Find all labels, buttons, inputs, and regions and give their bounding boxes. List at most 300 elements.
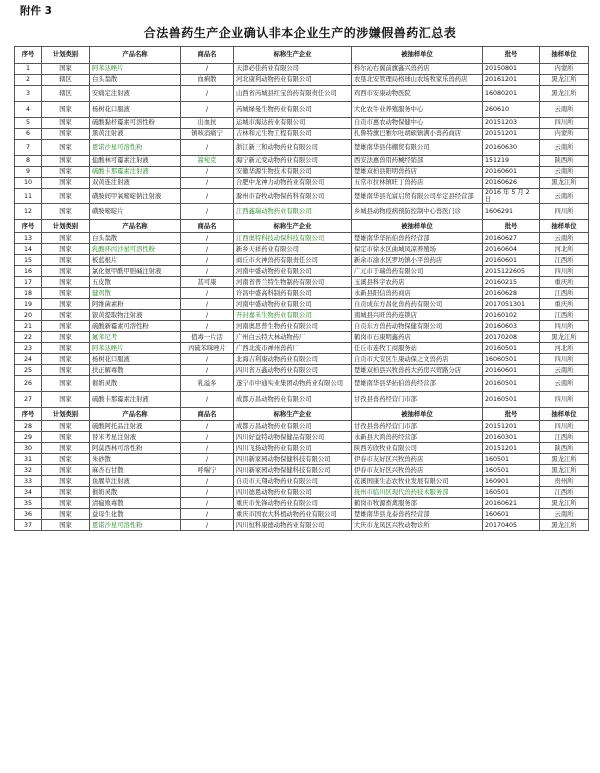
- drug-summary-table: [14, 46, 589, 531]
- table-cell: 板蓝根片: [90, 255, 181, 266]
- table-cell: 20160621: [483, 498, 540, 509]
- table-cell: 四川所: [540, 118, 589, 129]
- table-row: [15, 178, 589, 189]
- table-cell: 重庆市国农大科植动物药业有限公司: [234, 509, 352, 520]
- document-title: 合法兽药生产企业确认非本企业生产的涉嫌假兽药汇总表: [143, 26, 457, 40]
- table-cell: /: [181, 520, 234, 531]
- table-cell: 国家: [42, 277, 90, 288]
- table-cell: 18: [15, 288, 42, 299]
- table-cell: 160501: [483, 465, 540, 476]
- table-cell: 20160501: [483, 343, 540, 354]
- table-cell: 自贡市大安区生康动保之文兽药店: [352, 354, 483, 365]
- table-cell: 20160102: [483, 310, 540, 321]
- table-cell: 催奶灵散: [90, 376, 181, 392]
- table-cell: 10: [15, 178, 42, 189]
- table-row: [15, 365, 589, 376]
- table-cell: 丙硫苯咪唑片: [181, 343, 234, 354]
- table-cell: 20160601: [483, 365, 540, 376]
- table-cell: 江西鑫瑞动物药业有限公司: [234, 204, 352, 220]
- table-row: [15, 332, 589, 343]
- table-row: [15, 509, 589, 520]
- table-cell: 乳溢多: [181, 376, 234, 392]
- header-cell: 抽样单位: [540, 220, 589, 233]
- table-cell: 四川省万鑫动物药业有限公司: [234, 365, 352, 376]
- header-row-3: [15, 408, 589, 421]
- table-cell: 伊春市友好区兴牧兽药店: [352, 454, 483, 465]
- table-cell: 34: [15, 487, 42, 498]
- table-cell: 16060501: [483, 354, 540, 365]
- table-cell: 20161201: [483, 75, 540, 86]
- table-cell: 国家: [42, 354, 90, 365]
- table-cell: 楚雄双柏县阳明兽药店: [352, 167, 483, 178]
- table-cell: 内蒙所: [540, 64, 589, 75]
- header-cell: 计划类别: [42, 47, 90, 64]
- table-cell: 云南所: [540, 140, 589, 156]
- table-cell: /: [181, 189, 234, 204]
- table-cell: 30: [15, 443, 42, 454]
- table-cell: 四川所: [540, 392, 589, 408]
- table-cell: 磺胺嘧啶片: [90, 204, 181, 220]
- table-cell: 160901: [483, 476, 540, 487]
- header-cell: 抽样单位: [540, 408, 589, 421]
- table-cell: 7: [15, 140, 42, 156]
- table-cell: 硫酸阿托品注射液: [90, 421, 181, 432]
- table-cell: 朱砂散: [90, 454, 181, 465]
- table-cell: 河南中盛动物药业有限公司: [234, 299, 352, 310]
- attachment-label: 附件 3: [20, 5, 52, 17]
- table-row: [15, 167, 589, 178]
- table-row: [15, 288, 589, 299]
- table-cell: 云南所: [540, 189, 589, 204]
- table-cell: 江西所: [540, 432, 589, 443]
- table-row: [15, 421, 589, 432]
- table-cell: 国家: [42, 509, 90, 520]
- table-cell: 安痛定注射液: [90, 86, 181, 102]
- table-cell: 河南奥思普生物药业有限公司: [234, 321, 352, 332]
- table-cell: 29: [15, 432, 42, 443]
- table-cell: 催奶灵散: [90, 487, 181, 498]
- table-cell: 硫酸卡那霉素注射液: [90, 392, 181, 408]
- table-cell: 陕西所: [540, 443, 589, 454]
- table-cell: 国家: [42, 288, 90, 299]
- table-cell: /: [181, 487, 234, 498]
- table-cell: 四川所: [540, 204, 589, 220]
- header-cell: 商品名: [181, 408, 234, 421]
- table-cell: 楚雄南华县伟棚贸有限公司: [352, 140, 483, 156]
- table-cell: 河南中盛动物药业有限公司: [234, 266, 352, 277]
- table-cell: 15: [15, 255, 42, 266]
- table-cell: 盐酸林可霉素注射液: [90, 156, 181, 167]
- table-cell: 甘孜县兽药经营门市部: [352, 392, 483, 408]
- table-cell: 37: [15, 520, 42, 531]
- table-cell: 农垦北安管理局格球山农场牧家乐兽药店: [352, 75, 483, 86]
- table-cell: 陕西芳欣牧业有限公司: [352, 443, 483, 454]
- table-cell: 广元市于瑞兽药有限公司: [352, 266, 483, 277]
- table-row: [15, 343, 589, 354]
- table-cell: 20160626: [483, 178, 540, 189]
- table-cell: 23: [15, 343, 42, 354]
- table-cell: 33: [15, 476, 42, 487]
- table-cell: 13: [15, 233, 42, 244]
- table-cell: 云南所: [540, 102, 589, 118]
- table-cell: 任丘市连牧工商服务站: [352, 343, 483, 354]
- table-cell: 国家: [42, 299, 90, 310]
- header-cell: 商品名: [181, 220, 234, 233]
- table-cell: 20160301: [483, 432, 540, 443]
- table-cell: 吉林和元生物工程有限公司: [234, 129, 352, 140]
- table-cell: /: [181, 310, 234, 321]
- table-cell: 玉溪县科宇农药店: [352, 277, 483, 288]
- table-cell: 黑龙江所: [540, 75, 589, 86]
- table-cell: /: [181, 244, 234, 255]
- table-cell: /: [181, 288, 234, 299]
- table-cell: 20160603: [483, 321, 540, 332]
- table-cell: 国家: [42, 178, 90, 189]
- header-cell: 批号: [483, 408, 540, 421]
- table-cell: 合肥中龙神力动物药业有限公司: [234, 178, 352, 189]
- table-row: [15, 454, 589, 465]
- table-cell: 20160601: [483, 255, 540, 266]
- header-cell: 标称生产企业: [234, 408, 352, 421]
- table-cell: 四川所: [540, 321, 589, 332]
- table-cell: 自贡市天翔动物药业有限公司: [234, 476, 352, 487]
- table-cell: 阿苯达唑片: [90, 64, 181, 75]
- table-cell: 运城市海达药业有限公司: [234, 118, 352, 129]
- table-cell: 6: [15, 129, 42, 140]
- table-cell: 黑龙江所: [540, 86, 589, 102]
- header-cell: 被抽样单位: [352, 220, 483, 233]
- table-cell: 黑龙江所: [540, 520, 589, 531]
- table-cell: 硫酸新霉素可溶性粉: [90, 321, 181, 332]
- table-row: [15, 321, 589, 332]
- header-cell: 标称生产企业: [234, 220, 352, 233]
- table-body: [15, 64, 589, 531]
- table-cell: 国家: [42, 392, 90, 408]
- table-cell: 江西所: [540, 255, 589, 266]
- table-cell: /: [181, 255, 234, 266]
- table-cell: 25: [15, 365, 42, 376]
- table-cell: 云南所: [540, 233, 589, 244]
- table-cell: /: [181, 476, 234, 487]
- table-cell: 国家: [42, 343, 90, 354]
- table-row: [15, 266, 589, 277]
- table-cell: 永新县大鸿兽药经营部: [352, 432, 483, 443]
- table-cell: 西安法惠兽用药械经销部: [352, 156, 483, 167]
- table-cell: 重庆市先锋动物药业有限公司: [234, 498, 352, 509]
- table-cell: 四川所: [540, 354, 589, 365]
- table-cell: 27: [15, 392, 42, 408]
- table-cell: 20160501: [483, 392, 540, 408]
- table-cell: 黑黄注射液: [90, 129, 181, 140]
- header-row-1: [15, 47, 589, 64]
- table-cell: 14: [15, 244, 42, 255]
- table-cell: 26: [15, 376, 42, 392]
- table-cell: 新余市渝水区罗坊镇小平兽药店: [352, 255, 483, 266]
- table-cell: 20150801: [483, 64, 540, 75]
- table-cell: 36: [15, 509, 42, 520]
- table-cell: 楚雄南华县华拓伯兽药经营部: [352, 376, 483, 392]
- table-cell: /: [181, 432, 234, 443]
- table-cell: 国家: [42, 520, 90, 531]
- table-row: [15, 244, 589, 255]
- table-cell: 阿莫西林可溶性粉: [90, 443, 181, 454]
- table-cell: 辖区: [42, 86, 90, 102]
- header-cell: 产品名称: [90, 408, 181, 421]
- table-cell: /: [181, 421, 234, 432]
- table-cell: 扎鲁特旗巴雅尔吐胡硕镇满小兽药商店: [352, 129, 483, 140]
- table-cell: 自贡市惠农动物保健中心: [352, 118, 483, 129]
- table-cell: 鹤岗市牧源畜禽服务部: [352, 498, 483, 509]
- table-cell: /: [181, 454, 234, 465]
- table-cell: 国家: [42, 454, 90, 465]
- table-cell: 五常市拉林镇旺丁兽药店: [352, 178, 483, 189]
- table-cell: /: [181, 204, 234, 220]
- table-cell: 国家: [42, 476, 90, 487]
- table-cell: 鹤岗市石康明鑫药店: [352, 332, 483, 343]
- table-cell: 内蒙所: [540, 129, 589, 140]
- table-row: [15, 156, 589, 167]
- table-cell: 氟苯尼考: [90, 332, 181, 343]
- table-cell: 国家: [42, 102, 90, 118]
- table-cell: /: [181, 140, 234, 156]
- table-cell: /: [181, 498, 234, 509]
- table-cell: 151219: [483, 156, 540, 167]
- table-cell: 160501: [483, 487, 540, 498]
- table-cell: 扶正解毒散: [90, 365, 181, 376]
- table-cell: 20160601: [483, 167, 540, 178]
- table-cell: 160601: [483, 509, 540, 520]
- table-cell: 20151201: [483, 129, 540, 140]
- table-cell: 贵州所: [540, 476, 589, 487]
- table-cell: 阿维菌素粉: [90, 299, 181, 310]
- table-cell: /: [181, 86, 234, 102]
- table-cell: 南城县兴旺兽药连锁店: [352, 310, 483, 321]
- table-cell: 自贡成东方昌化兽药药有限公司: [352, 299, 483, 310]
- table-cell: 12: [15, 204, 42, 220]
- table-cell: 滁州市奋牧动物保药科有限公司: [234, 189, 352, 204]
- table-row: [15, 432, 589, 443]
- table-row: [15, 140, 589, 156]
- table-cell: 阿苯达唑片: [90, 343, 181, 354]
- table-cell: 17: [15, 277, 42, 288]
- table-row: [15, 118, 589, 129]
- table-cell: 国家: [42, 376, 90, 392]
- table-cell: 五皮散: [90, 277, 181, 288]
- table-cell: 20160630: [483, 140, 540, 156]
- table-row: [15, 476, 589, 487]
- table-cell: 江西奥特科技动保科技有限公司: [234, 233, 352, 244]
- table-cell: 科尔沁右翼前旗鑫兴兽药店: [352, 64, 483, 75]
- table-cell: 白头翁散: [90, 75, 181, 86]
- table-cell: 鱼腥草注射液: [90, 476, 181, 487]
- table-cell: 20170405: [483, 520, 540, 531]
- table-cell: 国家: [42, 310, 90, 321]
- table-row: [15, 310, 589, 321]
- table-cell: 甚可康: [181, 277, 234, 288]
- table-cell: 国家: [42, 64, 90, 75]
- table-cell: 国家: [42, 233, 90, 244]
- table-cell: 辖区: [42, 75, 90, 86]
- table-cell: 20151201: [483, 421, 540, 432]
- table-cell: 重庆所: [540, 277, 589, 288]
- table-cell: 国家: [42, 156, 90, 167]
- header-cell: 序号: [15, 408, 42, 421]
- table-cell: 4: [15, 102, 42, 118]
- table-cell: 替米考星注射液: [90, 432, 181, 443]
- table-cell: /: [181, 354, 234, 365]
- table-cell: /: [181, 443, 234, 454]
- table-cell: 国家: [42, 118, 90, 129]
- table-cell: 血痢散: [181, 75, 234, 86]
- table-cell: 江西所: [540, 310, 589, 321]
- table-cell: /: [181, 233, 234, 244]
- table-cell: 乳酸环丙沙星可溶性粉: [90, 244, 181, 255]
- table-cell: 国家: [42, 189, 90, 204]
- table-cell: 20160627: [483, 233, 540, 244]
- table-cell: 黑龙江所: [540, 465, 589, 476]
- table-cell: 黑龙江所: [540, 178, 589, 189]
- table-row: [15, 189, 589, 204]
- table-cell: 20160215: [483, 277, 540, 288]
- header-cell: 被抽样单位: [352, 47, 483, 64]
- table-cell: 20160604: [483, 244, 540, 255]
- table-cell: 国家: [42, 321, 90, 332]
- table-cell: 出血抗: [181, 118, 234, 129]
- table-cell: 硫酸卡那霉素注射液: [90, 167, 181, 178]
- header-cell: 序号: [15, 47, 42, 64]
- header-cell: 产品名称: [90, 220, 181, 233]
- table-cell: 伊春市友好区兴牧兽药店: [352, 465, 483, 476]
- table-cell: 国家: [42, 255, 90, 266]
- table-cell: 磺胺间甲氧嘧啶钠注射液: [90, 189, 181, 204]
- table-cell: 云南所: [540, 167, 589, 178]
- table-cell: 8: [15, 156, 42, 167]
- table-cell: /: [181, 365, 234, 376]
- table-cell: 1606291: [483, 204, 540, 220]
- table-cell: 氯化氨甲酰甲胆碱注射液: [90, 266, 181, 277]
- table-cell: /: [181, 321, 234, 332]
- table-cell: 国家: [42, 244, 90, 255]
- table-cell: 云南所: [540, 509, 589, 520]
- table-cell: 银黄提取物注射液: [90, 310, 181, 321]
- table-cell: 19: [15, 299, 42, 310]
- table-row: [15, 102, 589, 118]
- table-cell: 花溪国康生态农牧业发展有限公司: [352, 476, 483, 487]
- table-cell: 黑龙江所: [540, 498, 589, 509]
- table-row: [15, 443, 589, 454]
- table-cell: 北海吉利康动物药业有限公司: [234, 354, 352, 365]
- header-cell: 序号: [15, 220, 42, 233]
- table-cell: 重庆所: [540, 299, 589, 310]
- table-row: [15, 520, 589, 531]
- table-cell: 国家: [42, 487, 90, 498]
- header-cell: 批号: [483, 220, 540, 233]
- table-row: [15, 75, 589, 86]
- table-cell: 四川好益特动物保健品有限公司: [234, 432, 352, 443]
- table-row: [15, 465, 589, 476]
- table-cell: 河北康利动物药业有限公司: [234, 75, 352, 86]
- table-cell: 自贡东方兽药动物保健有限公司: [352, 321, 483, 332]
- table-cell: 20160628: [483, 288, 540, 299]
- table-cell: 呼喘宁: [181, 465, 234, 476]
- table-cell: 河北所: [540, 343, 589, 354]
- table-cell: 国家: [42, 140, 90, 156]
- table-cell: /: [181, 509, 234, 520]
- header-cell: 标称生产企业: [234, 47, 352, 64]
- table-cell: 麻杏石甘散: [90, 465, 181, 476]
- table-cell: 22: [15, 332, 42, 343]
- table-cell: 28: [15, 421, 42, 432]
- table-cell: 160501: [483, 454, 540, 465]
- table-cell: 国家: [42, 498, 90, 509]
- table-cell: 国家: [42, 266, 90, 277]
- table-cell: 黑龙江所: [540, 332, 589, 343]
- table-cell: 恩诺沙星可溶性粉: [90, 520, 181, 531]
- table-cell: 白头翁散: [90, 233, 181, 244]
- table-cell: /: [181, 64, 234, 75]
- table-cell: 浙江新三和动物药业有限公司: [234, 140, 352, 156]
- table-row: [15, 487, 589, 498]
- table-cell: 3: [15, 86, 42, 102]
- table-cell: 双黄连注射液: [90, 178, 181, 189]
- table-cell: 国家: [42, 443, 90, 454]
- table-cell: 恩诺沙星可溶性粉: [90, 140, 181, 156]
- table-row: [15, 64, 589, 75]
- table-cell: /: [181, 167, 234, 178]
- table-cell: 2015122605: [483, 266, 540, 277]
- table-cell: /: [181, 102, 234, 118]
- table-row: [15, 204, 589, 220]
- table-row: [15, 233, 589, 244]
- table-cell: 大庆市龙凤区兴牧动物诊所: [352, 520, 483, 531]
- table-row: [15, 255, 589, 266]
- table-cell: 硫酸黏杆霉素可溶性粉: [90, 118, 181, 129]
- table-cell: 成都万昌动物药业有限公司: [234, 421, 352, 432]
- header-cell: 被抽样单位: [352, 408, 483, 421]
- table-cell: 山西省芮城县红宝兽药有限责任公司: [234, 86, 352, 102]
- table-cell: 20: [15, 310, 42, 321]
- table-cell: 16080201: [483, 86, 540, 102]
- table-row: [15, 86, 589, 102]
- table-cell: /: [181, 299, 234, 310]
- table-cell: 四川新家园动物保健科技有限公司: [234, 465, 352, 476]
- table-cell: 21: [15, 321, 42, 332]
- table-cell: 国家: [42, 129, 90, 140]
- table-cell: 20160501: [483, 376, 540, 392]
- table-cell: 乡城县动物疫病预防控制中心兽医门诊: [352, 204, 483, 220]
- table-cell: 杨树花口服液: [90, 354, 181, 365]
- table-cell: 黑龙江所: [540, 454, 589, 465]
- table-cell: 国家: [42, 465, 90, 476]
- table-cell: 11: [15, 189, 42, 204]
- table-cell: 鸡西市安康动物医院: [352, 86, 483, 102]
- table-cell: 四川德恩动物药业有限公司: [234, 487, 352, 498]
- table-cell: 9: [15, 167, 42, 178]
- header-cell: 计划类别: [42, 220, 90, 233]
- table-cell: 20151203: [483, 118, 540, 129]
- table-cell: 值毒一片活: [181, 332, 234, 343]
- table-cell: 保定市徐水区曲城凤凉养殖场: [352, 244, 483, 255]
- header-cell: 商品名: [181, 47, 234, 64]
- table-row: [15, 299, 589, 310]
- header-cell: 批号: [483, 47, 540, 64]
- table-cell: 海宁新元变动物药业有限公司: [234, 156, 352, 167]
- table-cell: 江西所: [540, 288, 589, 299]
- table-cell: 四川恒科康德动物药业有限公司: [234, 520, 352, 531]
- table-cell: 楚雄南华县光富启贸有限公司牟定县经营部: [352, 189, 483, 204]
- table-cell: 成都万昌动物药业有限公司: [234, 392, 352, 408]
- table-cell: 16: [15, 266, 42, 277]
